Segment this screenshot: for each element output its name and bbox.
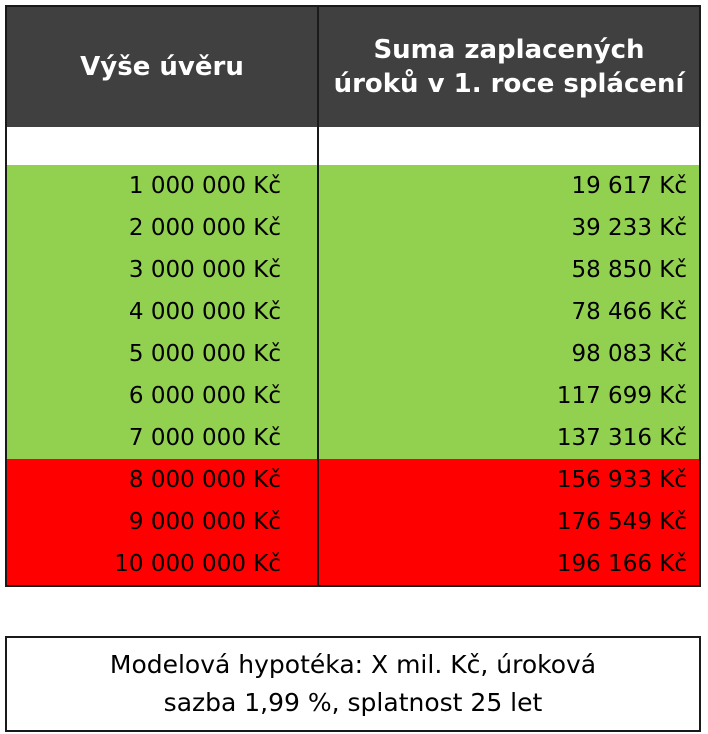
note-line2: sazba 1,99 %, splatnost 25 let <box>163 688 543 717</box>
table-header <box>7 7 699 127</box>
blank-row <box>7 127 699 165</box>
note-line1: Modelová hypotéka: X mil. Kč, úroková <box>109 650 597 679</box>
loan-amount-cell: 7 000 000 Kč <box>128 425 281 451</box>
interest-paid-cell: 196 166 Kč <box>556 551 687 577</box>
table-row <box>7 543 699 585</box>
table-row <box>7 249 699 291</box>
loan-amount-cell: 1 000 000 Kč <box>128 173 281 199</box>
interest-paid-cell: 176 549 Kč <box>556 509 687 535</box>
model-mortgage-note <box>5 636 701 732</box>
interest-paid-cell: 39 233 Kč <box>571 215 687 241</box>
table-row <box>7 375 699 417</box>
header-loan-amount-label: Výše úvěru <box>80 52 244 82</box>
header-interest-paid-label <box>334 33 685 101</box>
interest-paid-cell: 19 617 Kč <box>571 173 687 199</box>
loan-amount-cell: 4 000 000 Kč <box>128 299 281 325</box>
loan-amount-cell: 9 000 000 Kč <box>128 509 281 535</box>
table-row <box>7 291 699 333</box>
table-body <box>7 165 699 585</box>
table-row <box>7 207 699 249</box>
loan-amount-cell: 5 000 000 Kč <box>128 341 281 367</box>
interest-paid-cell: 78 466 Kč <box>571 299 687 325</box>
interest-paid-cell: 156 933 Kč <box>556 467 687 493</box>
table-row <box>7 165 699 207</box>
loan-amount-cell: 8 000 000 Kč <box>128 467 281 493</box>
header-interest-paid <box>319 7 699 127</box>
table-row <box>7 459 699 501</box>
interest-paid-cell: 58 850 Kč <box>571 257 687 283</box>
note-text <box>33 646 673 722</box>
header-interest-line1: Suma zaplacených <box>373 35 645 65</box>
header-interest-line2: úroků v 1. roce splácení <box>333 69 685 99</box>
table-row <box>7 333 699 375</box>
column-divider <box>317 7 319 585</box>
table-row <box>7 501 699 543</box>
interest-paid-cell: 117 699 Kč <box>556 383 687 409</box>
table-row <box>7 417 699 459</box>
header-loan-amount <box>7 7 317 127</box>
interest-table <box>5 5 701 587</box>
interest-paid-cell: 137 316 Kč <box>556 425 687 451</box>
loan-amount-cell: 2 000 000 Kč <box>128 215 281 241</box>
loan-amount-cell: 6 000 000 Kč <box>128 383 281 409</box>
loan-amount-cell: 10 000 000 Kč <box>114 551 281 577</box>
loan-amount-cell: 3 000 000 Kč <box>128 257 281 283</box>
interest-paid-cell: 98 083 Kč <box>571 341 687 367</box>
